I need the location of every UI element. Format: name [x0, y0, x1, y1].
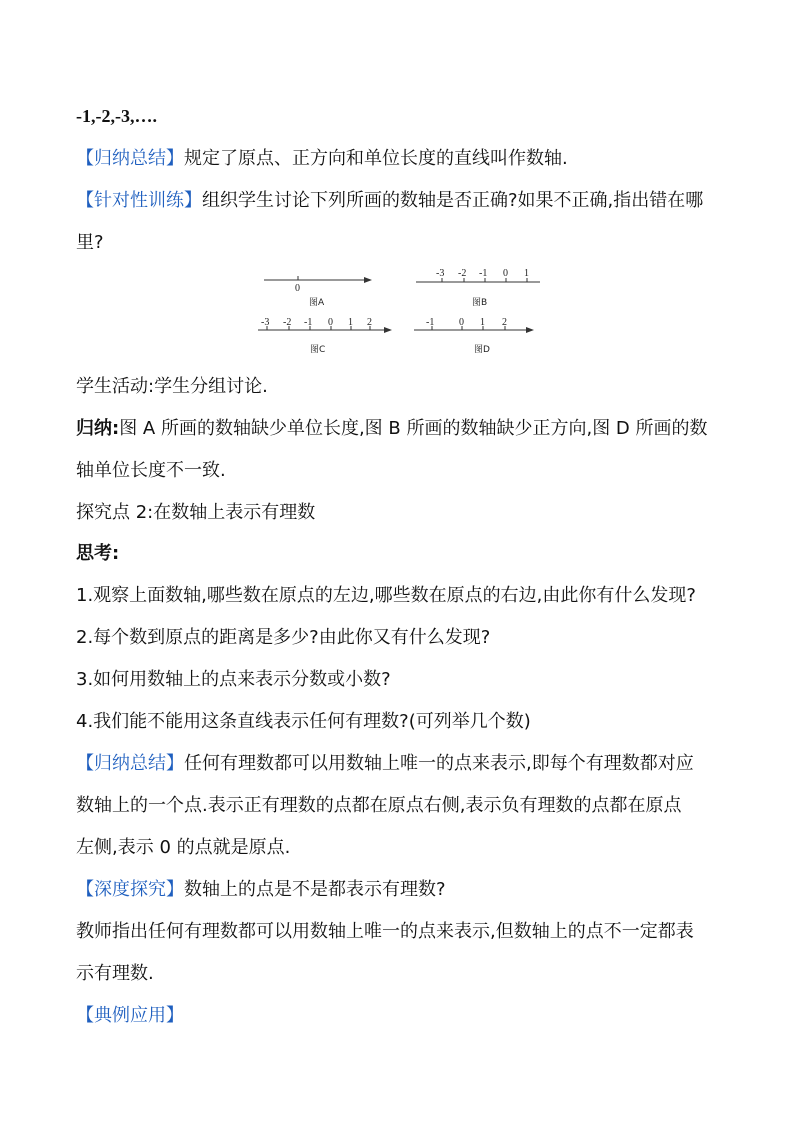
figure-b-tick-1: 1 [524, 268, 529, 279]
summary-text: 规定了原点、正方向和单位长度的直线叫作数轴. [184, 148, 568, 169]
summary-definition [76, 147, 568, 171]
figure-d-tick-neg1: -1 [426, 317, 435, 328]
think-label: 思考: [76, 543, 120, 564]
figure-c-tick-2: 2 [367, 317, 372, 328]
training-line-2: 里? [76, 232, 104, 253]
question-1: 1.观察上面数轴,哪些数在原点的左边,哪些数在原点的右边,由此你有什么发现? [76, 585, 696, 606]
conclusion-line-1 [76, 417, 708, 441]
training-line-1 [76, 189, 703, 213]
figure-b-tick-0: 0 [503, 268, 508, 279]
figure-c-caption: 图C [310, 345, 326, 355]
figure-c [256, 314, 396, 358]
figure-a-tick-0: 0 [295, 283, 300, 294]
question-3: 3.如何用数轴上的点来表示分数或小数? [76, 669, 391, 690]
teacher-line-2: 示有理数. [76, 963, 154, 984]
training-text-1: 组织学生讨论下列所画的数轴是否正确?如果不正确,指出错在哪 [202, 190, 704, 211]
summary2-line-1 [76, 752, 694, 776]
figure-c-tick-0: 0 [328, 317, 333, 328]
deep-explore-tag: 【深度探究】 [76, 879, 184, 900]
deep-explore-text: 数轴上的点是不是都表示有理数? [184, 879, 446, 900]
conclusion-text-1: 图 A 所画的数轴缺少单位长度,图 B 所画的数轴缺少正方向,图 D 所画的数 [119, 418, 708, 439]
figure-c-tick-neg2: -2 [283, 317, 292, 328]
figure-a [262, 270, 377, 312]
figure-b-caption: 图B [472, 298, 488, 308]
example-tag: 【典例应用】 [76, 1005, 184, 1026]
conclusion-line-2: 轴单位长度不一致. [76, 460, 226, 481]
figure-c-tick-neg1: -1 [304, 317, 313, 328]
figure-b-tick-neg2: -2 [458, 268, 467, 279]
training-tag: 【针对性训练】 [76, 190, 202, 211]
deep-explore [76, 878, 446, 902]
figure-d-tick-1: 1 [480, 317, 485, 328]
summary2-line-2: 数轴上的一个点.表示正有理数的点都在原点右侧,表示负有理数的点都在原点 [76, 795, 682, 816]
intro-line: -1,-2,-3,…. [76, 106, 157, 126]
figure-c-tick-1: 1 [348, 317, 353, 328]
summary2-tag: 【归纳总结】 [76, 753, 184, 774]
figure-b-tick-neg3: -3 [436, 268, 445, 279]
question-4: 4.我们能不能用这条直线表示任何有理数?(可列举几个数) [76, 711, 531, 732]
figure-d [412, 314, 542, 358]
figure-d-tick-0: 0 [459, 317, 464, 328]
student-activity: 学生活动:学生分组讨论. [76, 376, 268, 397]
figure-b [414, 265, 544, 313]
conclusion-label: 归纳: [76, 418, 120, 439]
figure-a-caption: 图A [309, 298, 325, 308]
summary2-text-1: 任何有理数都可以用数轴上唯一的点来表示,即每个有理数都对应 [184, 753, 694, 774]
question-2: 2.每个数到原点的距离是多少?由此你又有什么发现? [76, 627, 491, 648]
summary2-line-3: 左侧,表示 0 的点就是原点. [76, 837, 291, 858]
summary-tag: 【归纳总结】 [76, 148, 184, 169]
figure-b-tick-neg1: -1 [479, 268, 488, 279]
figure-d-tick-2: 2 [502, 317, 507, 328]
figure-c-tick-neg3: -3 [261, 317, 270, 328]
explore-point-2: 探究点 2:在数轴上表示有理数 [76, 502, 316, 523]
teacher-line-1: 教师指出任何有理数都可以用数轴上唯一的点来表示,但数轴上的点不一定都表 [76, 921, 694, 942]
figure-d-caption: 图D [474, 345, 490, 355]
